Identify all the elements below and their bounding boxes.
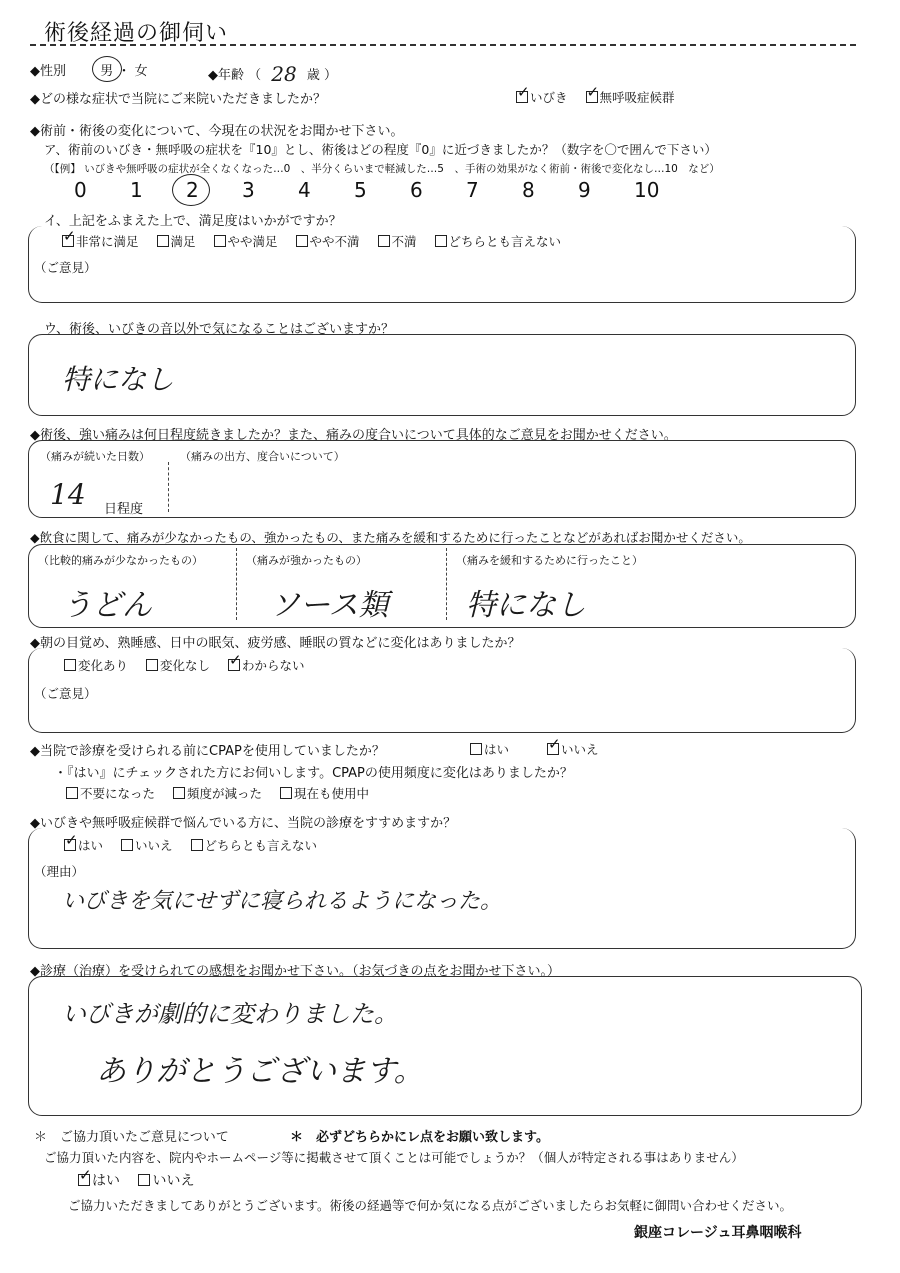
cpap-question: ◆当院で診療を受けられる前にCPAPを使用していましたか？ [30,744,385,759]
pain-days-label: （痛みが続いた日数） [40,450,150,463]
morning-option-label: 変化あり [78,658,129,673]
satisfaction-option[interactable] [296,232,360,250]
recommend-option[interactable] [191,836,318,854]
morning-options [64,656,319,674]
food-col3-label: （痛みを緩和するために行ったこと） [456,554,643,567]
scale-4[interactable]: 4 [298,178,311,202]
recommend-option-label: いいえ [135,838,173,853]
morning-question: ◆朝の目覚め、熟睡感、日中の眠気、疲労感、睡眠の質などに変化はありましたか？ [30,636,521,651]
food-col1-label: （比較的痛みが少なかったもの） [38,554,203,567]
scale-2[interactable]: 2 [186,178,199,202]
scale-7[interactable]: 7 [466,178,479,202]
recommend-reason[interactable]: いびきを気にせずに寝られるようになった。 [62,889,503,914]
checkbox[interactable] [470,743,482,755]
cpap-options [470,740,613,758]
cpap-option[interactable] [547,740,599,758]
impression-line-2: ありがとうございます。 [96,1054,424,1089]
satisfaction-option-label: やや不満 [309,234,360,249]
satisfaction-options [62,232,575,250]
cpap-sub-option[interactable] [173,784,262,802]
recommend-option-label: どちらとも言えない [204,838,318,853]
cpap-option[interactable] [470,740,509,758]
checkbox[interactable] [378,235,390,247]
pain-box [28,440,856,518]
recommend-question: ◆いびきや無呼吸症候群で悩んでいる方に、当院の診療をすすめますか？ [30,816,457,831]
food-col1-value[interactable]: うどん [62,588,152,623]
checkbox-checked[interactable] [586,91,598,103]
consent-options [78,1170,208,1190]
checkbox[interactable] [280,787,292,799]
cpap-option-label: いいえ [561,742,599,757]
cpap-sub-option[interactable] [280,784,369,802]
checkbox[interactable] [173,787,185,799]
gender-row [30,60,148,79]
checkbox[interactable] [64,659,76,671]
symptom-option-apnea[interactable] [586,88,675,106]
consent-option-label: いいえ [152,1173,195,1189]
age-value[interactable]: 28 [271,62,297,86]
satisfaction-option[interactable] [435,232,562,250]
checkbox-checked[interactable] [78,1174,90,1186]
checkbox-checked[interactable] [516,91,528,103]
morning-option-label: わからない [242,658,305,673]
symptom-options [516,88,689,106]
morning-option[interactable] [64,656,128,674]
food-col3-value[interactable]: 特になし [466,588,586,623]
scale-9[interactable]: 9 [578,178,591,202]
satisfaction-option-label: 不満 [391,234,417,249]
satisfaction-option[interactable] [157,232,196,250]
morning-option[interactable] [228,656,305,674]
age-unit: 歳 [306,68,320,83]
consent-heading-a: ＊ ご協力頂いたご意見について [34,1130,229,1145]
food-col2-label: （痛みが強かったもの） [246,554,367,567]
symptom-question: ◆どの様な症状で当院にご来院いただきましたか？ [30,92,326,107]
satisfaction-option[interactable] [62,232,139,250]
title-divider [30,44,856,46]
recommend-option-label: はい [78,838,104,853]
checkbox[interactable] [214,235,226,247]
satisfaction-option-label: どちらとも言えない [448,234,562,249]
scale-8[interactable]: 8 [522,178,535,202]
satisfaction-comment-label: （ご意見） [34,260,97,275]
scale-3[interactable]: 3 [242,178,255,202]
checkbox-checked[interactable] [228,659,240,671]
food-divider-2 [446,548,447,620]
change-scale [74,178,690,202]
page-title: 術後経過の御伺い [44,21,229,46]
morning-option-label: 変化なし [160,658,211,673]
clinic-name: 銀座コレージュ耳鼻咽喉科 [634,1225,802,1241]
gender-male-option[interactable] [100,60,113,79]
impression-line-1: いびきが劇的に変わりました。 [62,1000,398,1028]
gender-label: ◆性別 [30,64,66,79]
symptom-option-snoring[interactable] [516,88,568,106]
checkbox[interactable] [146,659,158,671]
pain-detail-label: （痛みの出方、度合いについて） [180,450,345,463]
footer-thanks: ご協力いただきましてありがとうございます。術後の経過等で何か気になる点がございましたらお気軽に御問い合わせください。 [68,1198,793,1213]
checkbox[interactable] [66,787,78,799]
scale-6[interactable]: 6 [410,178,423,202]
food-divider-1 [236,548,237,620]
food-question: ◆飲食に関して、痛みが少なかったもの、強かったもの、また痛みを緩和するために行ったことなどがあればお聞かせください。 [30,530,751,545]
cpap-sub-option-label: 現在も使用中 [294,786,370,801]
recommend-options [64,836,331,854]
other-question: ウ、術後、いびきの音以外で気になることはございますか？ [44,322,394,337]
consent-option[interactable] [78,1170,120,1190]
pain-column-divider [168,462,169,512]
checkbox[interactable] [435,235,447,247]
age-open-paren: （ [248,68,262,83]
checkbox-checked[interactable] [62,235,74,247]
consent-question: ご協力頂いた内容を、院内やホームページ等に掲載させて頂くことは可能でしょうか？（個人が特定される事はありません） [44,1150,744,1165]
checkbox-checked[interactable] [547,743,559,755]
other-answer: 特になし [62,363,175,396]
cpap-sub-option-label: 不要になった [80,786,156,801]
cpap-sub-option-label: 頻度が減った [187,786,263,801]
satisfaction-option-label: やや満足 [227,234,278,249]
pain-days-value[interactable]: 14 [50,478,86,511]
pain-days-unit: 日程度 [104,502,144,517]
satisfaction-option-label: 非常に満足 [76,234,139,249]
satisfaction-option[interactable] [378,232,417,250]
scale-10[interactable]: 10 [634,178,660,202]
checkbox[interactable] [296,235,308,247]
satisfaction-question: イ、上記をふまえた上で、満足度はいかがですか？ [44,214,342,229]
morning-option[interactable] [146,656,210,674]
change-example: （【例】 いびきや無呼吸の症状が全くなくなった…0 、半分くらいまで軽減した…5 、手術の効果がなく術前・術後で変化なし…10 など） [44,163,720,175]
change-question-a: ア、術前のいびき・無呼吸の症状を『10』とし、術後はどの程度『0』に近づきましたか？（数字を〇で囲んで下さい） [44,142,717,157]
cpap-sub-question: ・『はい』にチェックされた方にお伺いします。CPAPの使用頻度に変化はありましたか？ [54,766,573,781]
recommend-option[interactable] [121,836,173,854]
scale-5[interactable]: 5 [354,178,367,202]
age-close-paren: ） [324,68,338,83]
change-heading: ◆術前・術後の変化について、今現在の状況をお聞かせ下さい。 [30,124,404,139]
impression-question: ◆診療（治療）を受けられての感想をお聞かせ下さい。（お気づきの点をお聞かせ下さい。） [30,964,560,979]
consent-heading-b: ＊ 必ずどちらかにレ点をお願い致します。 [290,1130,549,1145]
satisfaction-option[interactable] [214,232,278,250]
satisfaction-option-label: 満足 [170,234,196,249]
morning-comment-label: （ご意見） [34,686,97,701]
cpap-sub-options [66,784,383,802]
cpap-sub-option[interactable] [66,784,155,802]
cpap-option-label: はい [484,742,510,757]
scale-1[interactable]: 1 [130,178,143,202]
recommend-reason-label: （理由） [34,864,85,879]
checkbox[interactable] [121,839,133,851]
consent-option[interactable] [138,1170,194,1190]
gender-female-option[interactable]: 女 [134,64,148,79]
checkbox[interactable] [157,235,169,247]
age-row [208,60,337,84]
age-label: ◆年齢 [208,68,244,83]
pain-question: ◆術後、強い痛みは何日程度続きましたか？また、痛みの度合いについて具体的なご意見をお聞かせください。 [30,428,677,443]
checkbox[interactable] [138,1174,150,1186]
gender-separator: ・ [117,64,131,79]
gender-male-label: 男 [100,64,114,79]
checkbox-checked[interactable] [64,839,76,851]
symptom-option-label: 無呼吸症候群 [599,90,675,105]
food-col2-value[interactable]: ソース類 [270,588,389,623]
checkbox[interactable] [191,839,203,851]
scale-0[interactable]: 0 [74,178,87,202]
symptom-option-label: いびき [530,90,568,105]
scale-selected-circle [172,174,210,206]
recommend-option[interactable] [64,836,103,854]
consent-option-label: はい [92,1173,120,1189]
